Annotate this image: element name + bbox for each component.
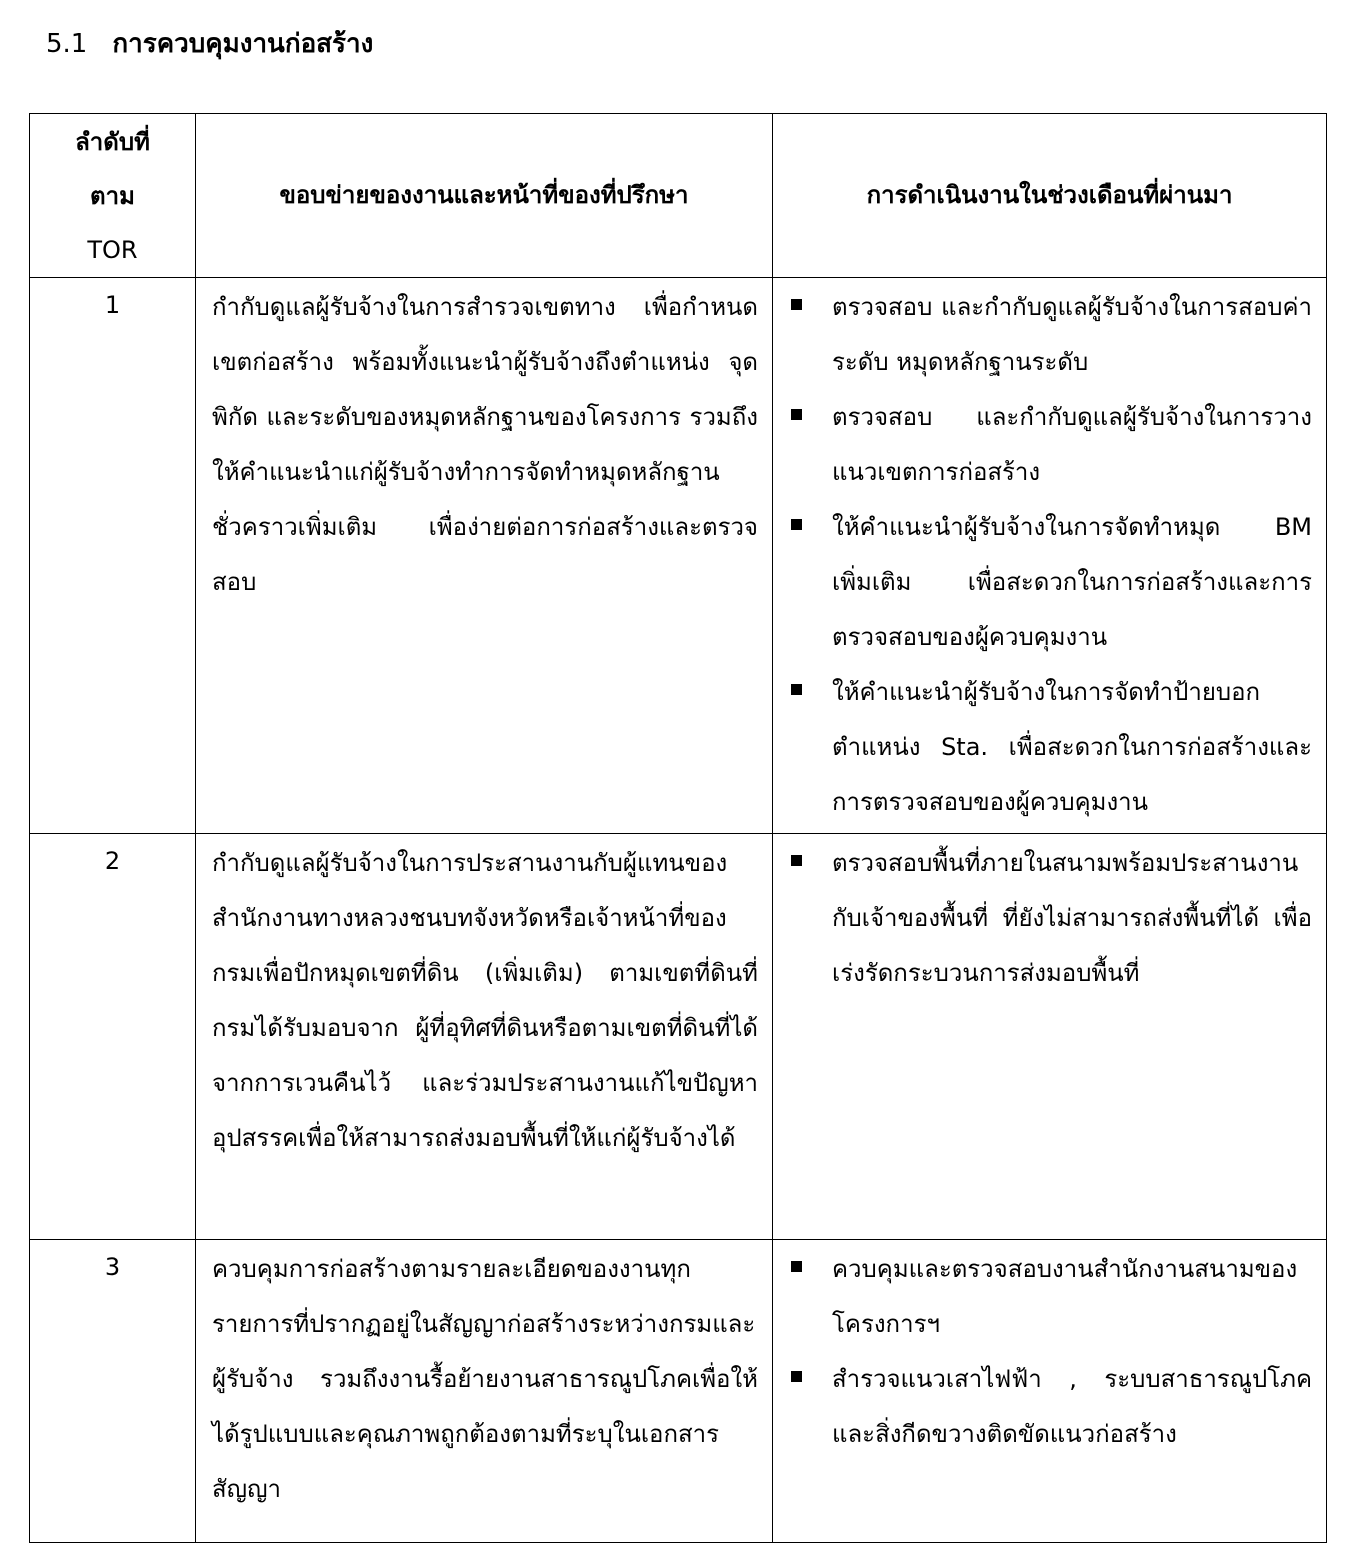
list-item-text: ให้คำแนะนำผู้รับจ้างในการจัดทำหมุด BM เพิ่มเติม เพื่อสะดวกในการก่อสร้างและการตรวจสอบของผู้ควบคุมงาน [832,513,1312,651]
list-item [787,500,1312,665]
header-progress: การดำเนินงานในช่วงเดือนที่ผ่านมา [773,114,1327,278]
header-seq [30,114,196,278]
row-scope: กำกับดูแลผู้รับจ้างในการประสานงานกับผู้แทนของสำนักงานทางหลวงชนบทจังหวัดหรือเจ้าหน้าที่ของ กรมเพื่อปักหมุดเขตที่ดิน (เพิ่มเติม) ตามเขตที่ดินที่กรมได้รับมอบจาก ผู้ที่อุทิศที่ดินหรือตามเขตที่ดินที่ได้จากการเวนคืนไว้ และร่วมประสานงานแก้ไขปัญหาอุปสรรคเพื่อให้สามารถส่งมอบพื้นที่ให้แก่ผู้รับจ้างได้ [196,834,773,1240]
section-number: 5.1 [46,29,88,59]
list-item-text: ควบคุมและตรวจสอบงานสำนักงานสนามของโครงการฯ [832,1255,1298,1338]
square-bullet-icon [791,519,802,530]
table-row [30,278,1327,834]
list-item-text: ตรวจสอบพื้นที่ภายในสนามพร้อมประสานงานกับเจ้าของพื้นที่ ที่ยังไม่สามารถส่งพื้นที่ได้ เพื่อเร่งรัดกระบวนการส่งมอบพื้นที่ [832,849,1312,987]
list-item-text: สำรวจแนวเสาไฟฟ้า , ระบบสาธารณูปโภคและสิ่งกีดขวางติดขัดแนวก่อสร้าง [832,1365,1312,1448]
list-item [787,836,1312,1001]
header-seq-line1: ลำดับที่ [75,127,150,156]
list-item [787,390,1312,500]
square-bullet-icon [791,1261,802,1272]
row-progress [773,1240,1327,1543]
square-bullet-icon [791,299,802,310]
row-scope: ควบคุมการก่อสร้างตามรายละเอียดของงานทุกรายการที่ปรากฏอยู่ในสัญญาก่อสร้างระหว่างกรมและ ผู้รับจ้าง รวมถึงงานรื้อย้ายงานสาธารณูปโภคเพื่อให้ได้รูปแบบและคุณภาพถูกต้องตามที่ระบุในเอกสารสัญญา [196,1240,773,1543]
row-seq: 2 [30,834,196,1240]
header-seq-line2: ตาม [90,181,135,210]
progress-list [787,836,1312,1001]
row-progress [773,834,1327,1240]
list-item-text: ตรวจสอบ และกำกับดูแลผู้รับจ้างในการวางแนวเขตการก่อสร้าง [832,403,1312,486]
list-item [787,1352,1312,1462]
list-item [787,280,1312,390]
construction-control-table [29,113,1327,1543]
list-item [787,1242,1312,1352]
row-seq: 1 [30,278,196,834]
square-bullet-icon [791,1371,802,1382]
list-item [787,665,1312,830]
list-item-text: ตรวจสอบ และกำกับดูแลผู้รับจ้างในการสอบค่าระดับ หมุดหลักฐานระดับ [832,293,1312,376]
header-seq-line3: TOR [87,235,138,264]
table-row [30,834,1327,1240]
progress-list [787,280,1312,830]
header-scope: ขอบข่ายของงานและหน้าที่ของที่ปรึกษา [196,114,773,278]
row-progress [773,278,1327,834]
list-item-text: ให้คำแนะนำผู้รับจ้างในการจัดทำป้ายบอกตำแหน่ง Sta. เพื่อสะดวกในการก่อสร้างและการตรวจสอบของผู้ควบคุมงาน [832,678,1312,816]
section-heading [46,22,373,66]
row-scope: กำกับดูแลผู้รับจ้างในการสำรวจเขตทาง เพื่อกำหนดเขตก่อสร้าง พร้อมทั้งแนะนำผู้รับจ้างถึงตำแหน่ง จุดพิกัด และระดับของหมุดหลักฐานของโครงการ รวมถึงให้คำแนะนำแก่ผู้รับจ้างทำการจัดทำหมุดหลักฐานชั่วคราวเพิ่มเติม เพื่อง่ายต่อการก่อสร้างและตรวจสอบ [196,278,773,834]
progress-list [787,1242,1312,1462]
square-bullet-icon [791,409,802,420]
table-row [30,1240,1327,1543]
table-header-row [30,114,1327,278]
row-seq: 3 [30,1240,196,1543]
section-title: การควบคุมงานก่อสร้าง [112,29,374,59]
square-bullet-icon [791,855,802,866]
square-bullet-icon [791,684,802,695]
